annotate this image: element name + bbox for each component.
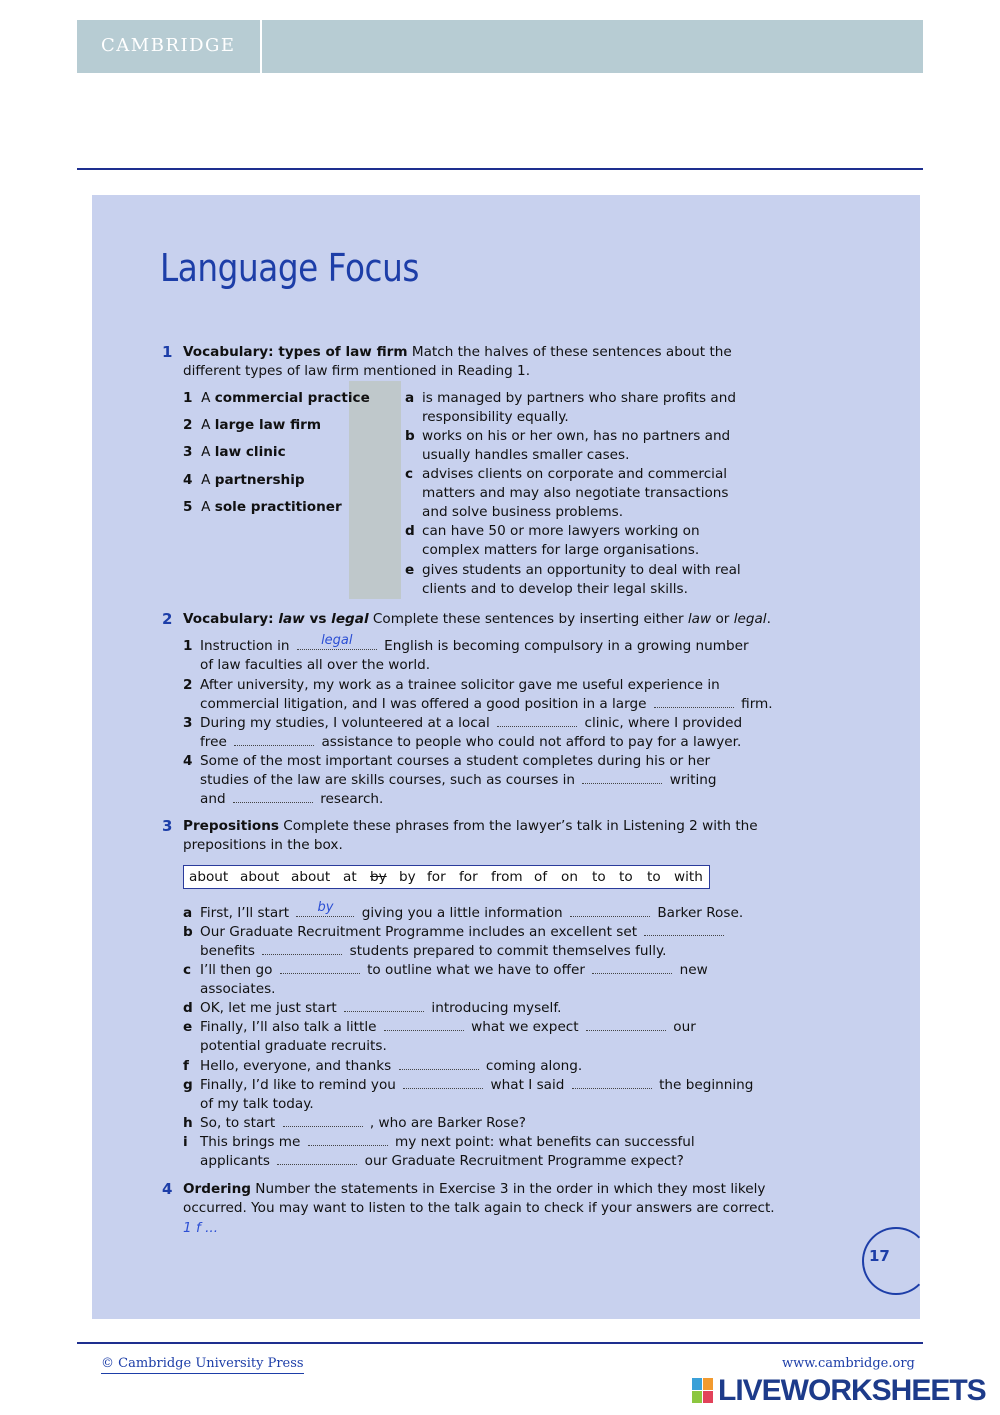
ex3-item-letter: c <box>183 962 192 978</box>
ex2-item-text: free assistance to people who could not afford to pay for a lawyer. <box>200 734 742 750</box>
match-divider <box>349 381 401 599</box>
liveworksheets-wordmark: LIVEWORKSHEETS <box>718 1374 986 1407</box>
header-bar <box>77 20 923 73</box>
ex1-right-text: usually handles smaller cases. <box>422 447 630 463</box>
ex2-number: 2 <box>162 610 173 628</box>
ex3-item-text: OK, let me just start introducing myself. <box>200 1000 562 1016</box>
answer-blank[interactable] <box>234 733 314 746</box>
handwritten-answer: legal <box>321 633 353 648</box>
ex3-item-text: benefits students prepared to commit themselves fully. <box>200 943 667 959</box>
word-box-item: by <box>399 869 416 885</box>
ex1-right-text: is managed by partners who share profits and <box>422 390 736 406</box>
ex1-right-text: clients and to develop their legal skills. <box>422 581 688 597</box>
ex3-item-text: associates. <box>200 981 276 997</box>
ex1-right-text: can have 50 or more lawyers working on <box>422 523 700 539</box>
word-box-item-used: by <box>370 869 387 885</box>
top-rule <box>77 168 923 170</box>
ex2-item-text: During my studies, I volunteered at a local clinic, where I provided <box>200 715 743 731</box>
ex2-item-text: studies of the law are skills courses, such as courses in writing <box>200 772 717 788</box>
ex2-item-number: 3 <box>183 715 193 731</box>
answer-blank[interactable] <box>384 1018 464 1031</box>
ex4-answer-input[interactable]: 1 f ... <box>183 1220 219 1236</box>
answer-blank[interactable] <box>233 790 313 803</box>
ex2-item-text: After university, my work as a trainee solicitor gave me useful experience in <box>200 677 720 693</box>
word-box-item: for <box>427 869 446 885</box>
ex3-item-text: Hello, everyone, and thanks coming along. <box>200 1058 583 1074</box>
ex1-right-text: and solve business problems. <box>422 504 624 520</box>
ex3-number: 3 <box>162 817 173 835</box>
ex1-right-letter: e <box>405 562 415 578</box>
ex3-item-letter: b <box>183 924 193 940</box>
answer-blank[interactable] <box>344 999 424 1012</box>
page-title: Language Focus <box>160 246 419 290</box>
ex2-item-text: commercial litigation, and I was offered a good position in a large firm. <box>200 696 773 712</box>
ex3-item-letter: e <box>183 1019 193 1035</box>
ex3-item-text: Our Graduate Recruitment Programme includes an excellent set <box>200 923 727 942</box>
ex3-item-letter: i <box>183 1134 188 1150</box>
answer-blank[interactable] <box>497 714 577 727</box>
ex2-item-text: Some of the most important courses a student completes during his or her <box>200 753 711 769</box>
ex2-item-number: 1 <box>183 638 193 654</box>
answer-blank[interactable] <box>262 942 342 955</box>
answer-blank[interactable] <box>399 1057 479 1070</box>
ex3-item-text: Finally, I’d like to remind you what I said the beginning <box>200 1077 754 1093</box>
ex3-item-text: So, to start , who are Barker Rose? <box>200 1115 526 1131</box>
ex3-instruction-line2: prepositions in the box. <box>183 837 343 853</box>
answer-blank[interactable] <box>277 1152 357 1165</box>
ex3-item-text: I’ll then go to outline what we have to offer new <box>200 962 708 978</box>
word-box-item: to <box>619 869 633 885</box>
ex3-item-letter: d <box>183 1000 193 1016</box>
ex1-right-letter: d <box>405 523 415 539</box>
ex1-right-text: advises clients on corporate and commercial <box>422 466 728 482</box>
ex1-left-item: 5 A sole practitioner <box>183 499 342 515</box>
answer-blank[interactable] <box>654 695 734 708</box>
word-box-item: of <box>534 869 548 885</box>
answer-blank[interactable] <box>297 633 377 650</box>
ex2-item-text: and research. <box>200 791 384 807</box>
ex1-right-letter: b <box>405 428 415 444</box>
liveworksheets-logo-icon <box>692 1378 714 1404</box>
word-box-item: at <box>343 869 357 885</box>
ex3-item-letter: h <box>183 1115 193 1131</box>
word-box-item: to <box>592 869 606 885</box>
ex1-right-text: responsibility equally. <box>422 409 569 425</box>
ex1-instruction: Vocabulary: types of law firm Match the halves of these sentences about the <box>183 344 732 360</box>
word-box-item: with <box>674 869 703 885</box>
word-box <box>183 865 710 889</box>
answer-blank[interactable] <box>308 1133 388 1146</box>
ex3-item-text: potential graduate recruits. <box>200 1038 387 1054</box>
ex1-left-item: 2 A large law firm <box>183 417 322 433</box>
handwritten-answer: by <box>317 900 334 915</box>
ex1-left-item: 1 A commercial practice <box>183 390 370 406</box>
word-box-item: about <box>291 869 331 885</box>
answer-blank[interactable] <box>570 904 650 917</box>
word-box-item: for <box>459 869 478 885</box>
ex1-right-text: complex matters for large organisations. <box>422 542 700 558</box>
word-box-item: about <box>189 869 229 885</box>
ex4-instruction-line2: occurred. You may want to listen to the talk again to check if your answers are correct. <box>183 1200 775 1216</box>
ex1-right-letter: a <box>405 390 415 406</box>
answer-blank[interactable] <box>403 1076 483 1089</box>
ex4-number: 4 <box>162 1180 173 1198</box>
ex3-instruction: Prepositions Complete these phrases from the lawyer’s talk in Listening 2 with the <box>183 818 758 834</box>
word-box-item: about <box>240 869 280 885</box>
ex3-item-text: First, I’ll start by giving you a little information Barker Rose. <box>200 900 744 921</box>
ex4-instruction: Ordering Number the statements in Exercise 3 in the order in which they most likely <box>183 1181 766 1197</box>
answer-blank[interactable] <box>592 961 672 974</box>
ex3-item-text: applicants our Graduate Recruitment Programme expect? <box>200 1153 684 1169</box>
ex1-right-text: gives students an opportunity to deal with real <box>422 562 741 578</box>
ex2-item-number: 4 <box>183 753 193 769</box>
cambridge-logo: CAMBRIDGE <box>101 35 236 56</box>
ex1-right-text: matters and may also negotiate transactions <box>422 485 729 501</box>
ex1-right-letter: c <box>405 466 414 482</box>
answer-blank[interactable] <box>572 1076 652 1089</box>
word-box-item: from <box>491 869 523 885</box>
ex2-item-text: of law faculties all over the world. <box>200 657 431 673</box>
ex1-number: 1 <box>162 343 173 361</box>
word-box-item: on <box>561 869 578 885</box>
ex2-item-number: 2 <box>183 677 193 693</box>
ex2-instruction: Vocabulary: law vs legal Complete these sentences by inserting either law or legal. <box>183 611 771 627</box>
ex1-right-text: works on his or her own, has no partners and <box>422 428 731 444</box>
answer-blank[interactable] <box>296 900 354 917</box>
answer-blank[interactable] <box>283 1114 363 1127</box>
ex1-left-item: 4 A partnership <box>183 472 305 488</box>
answer-blank[interactable] <box>644 923 724 936</box>
copyright-text: © Cambridge University Press <box>101 1356 304 1374</box>
word-box-item: to <box>647 869 661 885</box>
ex1-instruction-line2: different types of law firm mentioned in Reading 1. <box>183 363 531 379</box>
answer-blank[interactable] <box>586 1018 666 1031</box>
ex1-left-item: 3 A law clinic <box>183 444 286 460</box>
website-link[interactable]: www.cambridge.org <box>782 1356 915 1371</box>
ex3-item-letter: a <box>183 905 193 921</box>
header-divider <box>260 20 262 73</box>
page-number: 17 <box>869 1247 890 1265</box>
ex3-item-text: Finally, I’ll also talk a little what we expect our <box>200 1019 696 1035</box>
ex2-item-text: Instruction in legal English is becoming compulsory in a growing number <box>200 633 749 654</box>
ex3-item-letter: g <box>183 1077 193 1093</box>
bottom-rule <box>77 1342 923 1344</box>
ex3-item-text: This brings me my next point: what benefits can successful <box>200 1134 695 1150</box>
answer-blank[interactable] <box>582 771 662 784</box>
ex3-item-text: of my talk today. <box>200 1096 314 1112</box>
ex3-item-letter: f <box>183 1058 189 1074</box>
answer-blank[interactable] <box>280 961 360 974</box>
